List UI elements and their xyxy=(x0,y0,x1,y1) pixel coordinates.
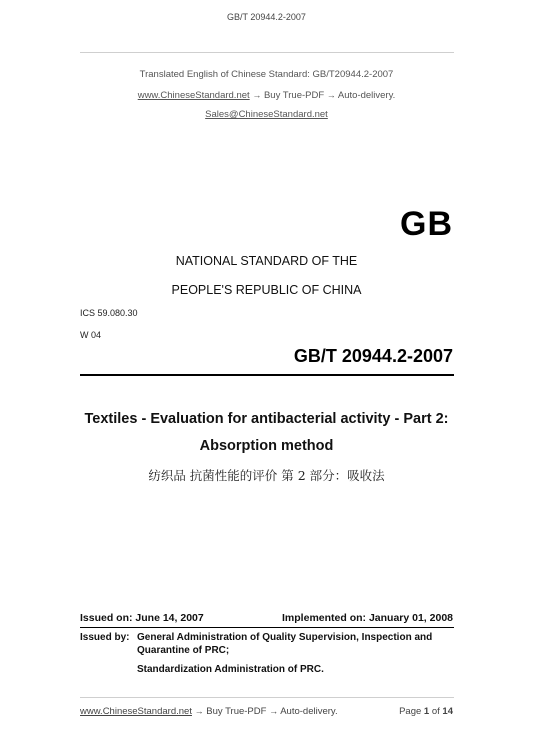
title-rule xyxy=(80,374,454,376)
page-current: 1 xyxy=(423,706,430,717)
arrow-right-icon: → xyxy=(194,706,204,716)
website-link[interactable]: www.ChineseStandard.net xyxy=(137,90,250,101)
implemented-date: Implemented on: January 01, 2008 xyxy=(282,612,453,624)
document-title-line-2: Absorption method xyxy=(199,438,334,454)
arrow-right-icon: → xyxy=(326,90,336,100)
footer-divider xyxy=(80,697,454,698)
page-total: 14 xyxy=(442,706,453,717)
chinese-title: 纺织品 抗菌性能的评价 第 2 部分：吸收法 xyxy=(148,468,385,483)
page-label: Page xyxy=(399,706,422,717)
header-divider xyxy=(80,52,454,53)
ccs-code: W 04 xyxy=(80,330,102,340)
footer-auto-text: Auto-delivery. xyxy=(280,706,338,717)
issued-date: Issued on: June 14, 2007 xyxy=(80,612,204,624)
footer-buy-text: Buy True-PDF xyxy=(206,706,267,717)
buy-true-pdf-text: Buy True-PDF xyxy=(263,90,325,101)
arrow-right-icon: → xyxy=(252,90,262,100)
ics-code: ICS 59.080.30 xyxy=(80,308,138,318)
page-of: of xyxy=(431,706,440,717)
footer-links xyxy=(80,706,338,717)
translation-note: Translated English of Chinese Standard: GB/T20944.2-2007 xyxy=(139,69,394,80)
standard-number: GB/T 20944.2-2007 xyxy=(293,346,453,366)
email-row xyxy=(0,109,533,120)
running-header-title: GB/T 20944.2-2007 xyxy=(227,12,306,22)
issuer-line-3: Standardization Administration of PRC. xyxy=(137,664,324,675)
gb-logo: GB xyxy=(400,205,453,243)
document-title-line-1: Textiles - Evaluation for antibacterial activity - Part 2: xyxy=(84,411,449,427)
authority-line-2: PEOPLE'S REPUBLIC OF CHINA xyxy=(171,283,362,297)
authority-line-1: NATIONAL STANDARD OF THE xyxy=(175,254,358,268)
issuer-line-2: Quarantine of PRC; xyxy=(137,645,230,656)
arrow-right-icon: → xyxy=(269,706,279,716)
translation-links-row xyxy=(0,90,533,101)
footer-website-link[interactable]: www.ChineseStandard.net xyxy=(80,706,192,717)
auto-delivery-text: Auto-delivery. xyxy=(337,90,396,101)
issuer-line-1: General Administration of Quality Supervision, Inspection and xyxy=(137,632,433,643)
sales-email-link[interactable]: Sales@ChineseStandard.net xyxy=(205,109,328,120)
dates-divider xyxy=(80,627,454,628)
page-number xyxy=(399,706,453,717)
issued-by-label: Issued by: xyxy=(80,632,130,643)
